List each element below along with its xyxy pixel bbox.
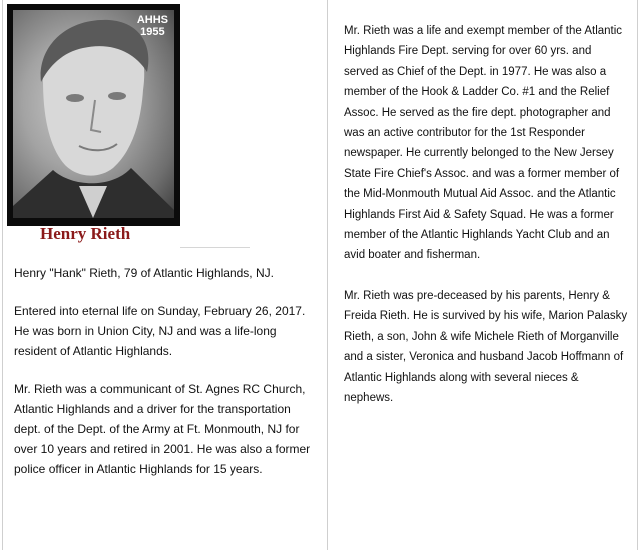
school-label: AHHS (136, 14, 168, 26)
left-border (2, 0, 3, 550)
right-border (637, 0, 638, 550)
portrait-image (13, 10, 174, 218)
career-paragraph: Mr. Rieth was a communicant of St. Agnes RC Church, Atlantic Highlands and a driver for the transportation dept. of the Dept. of the Army at Ft. Monmouth, NJ for over 10 years and retired in 2001. He was also a former police officer in Atlantic Highlands for 15 years. (14, 382, 311, 476)
fire-dept-paragraph: Mr. Rieth was a life and exempt member of the Atlantic Highlands Fire Dept. serving for over 60 yrs. and served as Chief of the Dept. in 1977. He was also a member of the Hook & Ladder Co. #1 and the Relief Assoc. He served as the fire dept. photographer and was an active contributor for the 1st Responder newspaper. He currently belonged to the New Jersey State Fire Chief's Assoc. and was a former member of the Mid-Monmouth Mutual Aid Assoc. and the Atlantic Highlands First Aid & Safety Squad. He was a former member of the Atlantic Highlands Yacht Club and an avid boater and fisherman. (344, 25, 623, 262)
year-label (137, 14, 168, 38)
passing-paragraph: Entered into eternal life on Sunday, February 26, 2017. He was born in Union City, NJ and was a life-long resident of Atlantic Highlands. (14, 304, 306, 358)
column-divider (327, 0, 328, 550)
yearbook-photo (7, 4, 180, 226)
survivors-paragraph: Mr. Rieth was pre-deceased by his parents, Henry & Freida Rieth. He is survived by his wife, Marion Palasky Rieth, a son, John & wife Michele Rieth of Morganville and a sister, Veronica and husband Jacob Hoffmann of Atlantic Highlands along with several nieces & nephews. (344, 289, 628, 404)
left-column (14, 263, 314, 479)
portrait-illustration (13, 10, 174, 218)
intro-paragraph: Henry "Hank" Rieth, 79 of Atlantic Highlands, NJ. (14, 266, 274, 280)
photo-caption-name: Henry Rieth (40, 224, 131, 243)
right-column (344, 21, 628, 408)
year-text: 1955 (140, 26, 165, 38)
caption-rule (180, 247, 250, 248)
